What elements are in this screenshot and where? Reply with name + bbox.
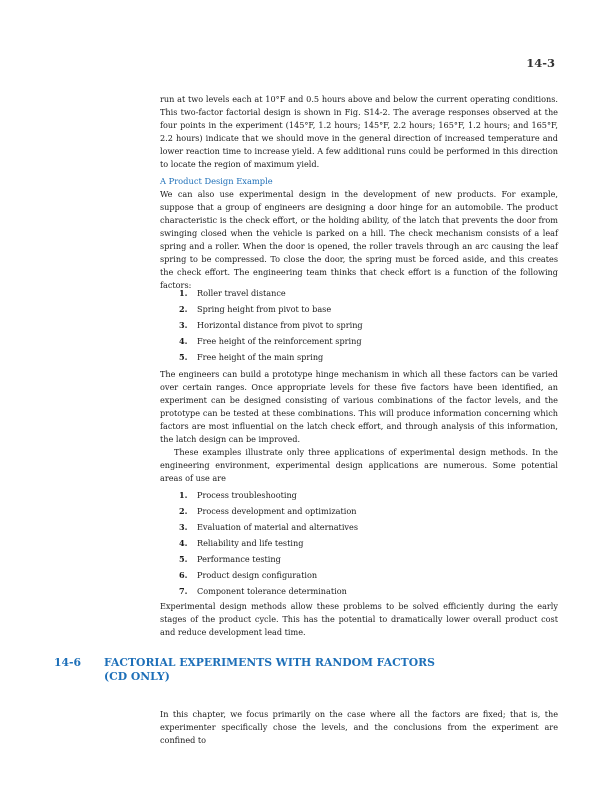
section-body-block — [160, 708, 558, 747]
factors-list — [160, 287, 558, 363]
list-item: 4. Reliability and life testing — [179, 538, 304, 548]
section-title: FACTORIAL EXPERIMENTS WITH RANDOM FACTORS — [104, 656, 435, 669]
list-item: 7. Component tolerance determination — [179, 586, 347, 596]
list-item: 5. Performance testing — [179, 554, 281, 564]
list-item: 2. Process development and optimization — [179, 506, 357, 516]
use-areas-list — [160, 489, 558, 597]
section-title-suffix: (CD ONLY) — [104, 670, 170, 683]
list-item: 1. Roller travel distance — [179, 288, 286, 298]
list-item: 1. Process troubleshooting — [179, 490, 297, 500]
list-item: 4. Free height of the reinforcement spring — [179, 336, 362, 346]
prototype-block — [160, 368, 558, 485]
list-item: 2. Spring height from pivot to base — [179, 304, 332, 314]
product-design-block — [160, 175, 558, 292]
closing-block — [160, 600, 558, 639]
use-areas-block — [160, 485, 558, 601]
section-paragraph: In this chapter, we focus primarily on the case where all the factors are fixed; that is, the experimenter specifically chose the levels, and the conclusions from the experiment are confined to — [160, 709, 558, 745]
product-design-heading: A Product Design Example — [160, 176, 273, 186]
product-design-paragraph: We can also use experimental design in the development of new products. For example, suppose that a group of engineers are designing a door hinge for an automobile. The product characteristic is the check effort, or the holding ability, of the latch that prevents the door from swinging closed when the vehicle is parked on a hill. The check mechanism consists of a leaf spring and a roller. When the door is opened, the roller travels through an arc causing the leaf spring to be compressed. To close the door, the spring must be forced aside, and this creates the check effort. The engineering team thinks that check effort is a function of the following factors: — [160, 189, 558, 290]
closing-paragraph: Experimental design methods allow these problems to be solved efficiently during the early stages of the product cycle. This has the potential to dramatically lower overall product cost and reduce development lead time. — [160, 601, 558, 637]
prototype-paragraph: The engineers can build a prototype hinge mechanism in which all these factors can be varied over certain ranges. Once appropriate levels for these five factors have been identified, an experiment can be designed consisting of various combinations of the factor levels, and the prototype can be tested at these combinations. This will produce information concerning which factors are most influential on the latch check effort, and through analysis of this information, the latch design can be improved. — [160, 369, 558, 444]
examples-paragraph: These examples illustrate only three applications of experimental design methods. In the engineering environment, experimental design applications are numerous. Some potential areas of use are — [160, 447, 558, 483]
factors-list-block — [160, 283, 558, 367]
section-heading — [54, 656, 435, 684]
intro-paragraph: run at two levels each at 10°F and 0.5 hours above and below the current operating conditions. This two-factor factorial design is shown in Fig. S14-2. The average responses observed at the four points in the experiment (145°F, 1.2 hours; 145°F, 2.2 hours; 165°F, 1.2 hours; and 165°F, 2.2 hours) indicate that we should move in the general direction of increased temperature and lower reaction time to increase yield. A few additional runs could be performed in this direction to locate the region of maximum yield. — [160, 94, 558, 169]
list-item: 6. Product design configuration — [179, 570, 318, 580]
list-item: 3. Evaluation of material and alternatives — [179, 522, 358, 532]
list-item: 5. Free height of the main spring — [179, 352, 324, 362]
list-item: 3. Horizontal distance from pivot to spring — [179, 320, 363, 330]
page-number: 14-3 — [526, 56, 555, 70]
section-number: 14-6 — [54, 656, 82, 669]
intro-block — [160, 93, 558, 171]
